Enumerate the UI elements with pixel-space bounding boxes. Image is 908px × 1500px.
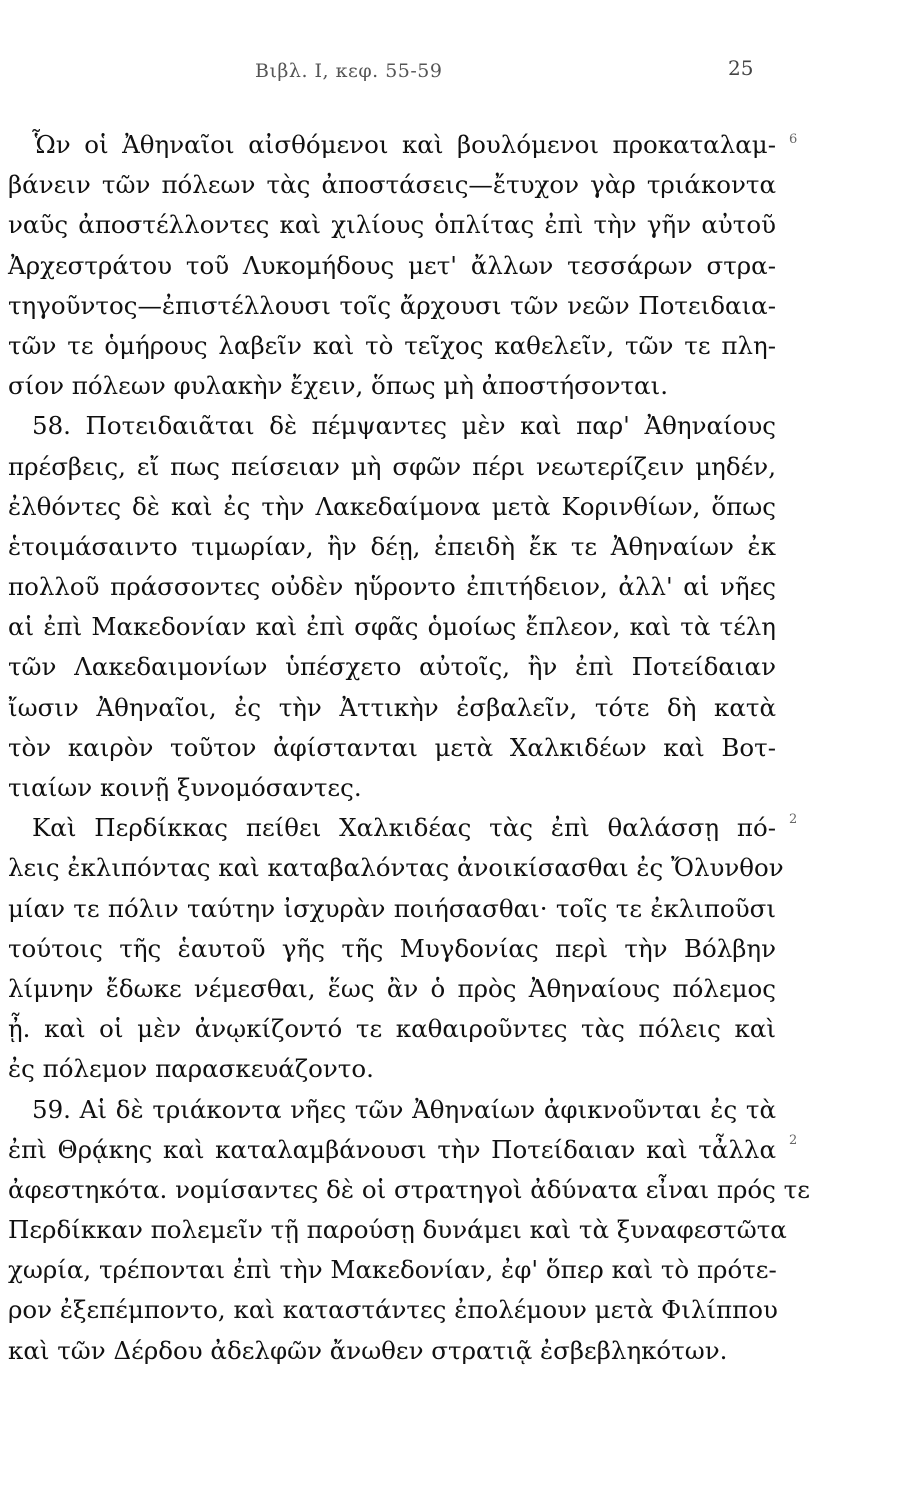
text-line: Ἀρχεστράτου τοῦ Λυκομήδους μετ' ἄλλων τεσσάρων στρα- bbox=[8, 250, 776, 280]
text-line: ἀφεστηκότα. νομίσαντες δὲ οἱ στρατηγοὶ ἀδύνατα εἶναι πρός τε bbox=[8, 1174, 810, 1204]
text-line: Περδίκκαν πολεμεῖν τῇ παρούσῃ δυνάμει καὶ τὰ ξυναφεστῶτα bbox=[8, 1215, 787, 1245]
text-line: τιαίων κοινῇ ξυνομόσαντες. bbox=[8, 773, 362, 802]
margin-note: 6 bbox=[789, 132, 798, 147]
text-line: 59. Αἱ δὲ τριάκοντα νῆες τῶν Ἀθηναίων ἀφικνοῦνται ἐς τὰ bbox=[32, 1094, 776, 1124]
text-line: λίμνην ἔδωκε νέμεσθαι, ἕως ἂν ὁ πρὸς Ἀθηναίους πόλεμος bbox=[8, 973, 776, 1003]
text-line: ἐπὶ Θρᾴκης καὶ καταλαμβάνουσι τὴν Ποτείδαιαν καὶ τἆλλα bbox=[8, 1134, 776, 1164]
text-line: τούτοις τῆς ἑαυτοῦ γῆς τῆς Μυγδονίας περὶ τὴν Βόλβην bbox=[8, 933, 776, 963]
text-line: λεις ἐκλιπόντας καὶ καταβαλόντας ἀνοικίσασθαι ἐς Ὄλυνθον bbox=[8, 853, 784, 883]
text-line: ρον ἐξεπέμποντο, καὶ καταστάντες ἐπολέμουν μετὰ Φιλίππου bbox=[8, 1295, 778, 1325]
text-line: ᾖ. καὶ οἱ μὲν ἀνῳκίζοντό τε καθαιροῦντες τὰς πόλεις καὶ bbox=[8, 1014, 776, 1044]
text-line: ἐλθόντες δὲ καὶ ἐς τὴν Λακεδαίμονα μετὰ Κορινθίων, ὅπως bbox=[8, 491, 776, 521]
margin-note: 2 bbox=[789, 812, 798, 827]
text-line: Ὧν οἱ Ἀθηναῖοι αἰσθόμενοι καὶ βουλόμενοι προκαταλαμ- bbox=[32, 130, 776, 159]
text-line: Καὶ Περδίκκας πείθει Χαλκιδέας τὰς ἐπὶ θαλάσσῃ πό- bbox=[32, 813, 776, 843]
text-line: τῶν τε ὁμήρους λαβεῖν καὶ τὸ τεῖχος καθελεῖν, τῶν τε πλη- bbox=[8, 330, 776, 360]
text-block bbox=[0, 125, 810, 1371]
text-line: τὸν καιρὸν τοῦτον ἀφίστανται μετὰ Χαλκιδέων καὶ Βοτ- bbox=[8, 732, 776, 762]
text-line: τηγοῦντος—ἐπιστέλλουσι τοῖς ἄρχουσι τῶν νεῶν Ποτειδαια- bbox=[8, 290, 776, 320]
text-line: σίον πόλεων φυλακὴν ἔχειν, ὅπως μὴ ἀποστήσονται. bbox=[8, 371, 668, 401]
text-line: 58. Ποτειδαιᾶται δὲ πέμψαντες μὲν καὶ παρ' Ἀθηναίους bbox=[32, 411, 776, 441]
text-line: ἑτοιμάσαιντο τιμωρίαν, ἢν δέῃ, ἐπειδὴ ἔκ τε Ἀθηναίων ἐκ bbox=[8, 531, 776, 561]
text-line: καὶ τῶν Δέρδου ἀδελφῶν ἄνωθεν στρατιᾷ ἐσβεβληκότων. bbox=[8, 1335, 728, 1365]
text-line: βάνειν τῶν πόλεων τὰς ἀποστάσεις—ἔτυχον γὰρ τριάκοντα bbox=[8, 170, 776, 200]
text-line: ἴωσιν Ἀθηναῖοι, ἐς τὴν Ἀττικὴν ἐσβαλεῖν, τότε δὴ κατὰ bbox=[8, 692, 776, 722]
text-line: πολλοῦ πράσσοντες οὐδὲν ηὕροντο ἐπιτήδειον, ἀλλ' αἱ νῆες bbox=[8, 572, 776, 602]
text-line: πρέσβεις, εἴ πως πείσειαν μὴ σφῶν πέρι νεωτερίζειν μηδέν, bbox=[8, 451, 776, 481]
text-line: ναῦς ἀποστέλλοντες καὶ χιλίους ὁπλίτας ἐπὶ τὴν γῆν αὐτοῦ bbox=[8, 210, 776, 240]
text-line: τῶν Λακεδαιμονίων ὑπέσχετο αὐτοῖς, ἢν ἐπὶ Ποτείδαιαν bbox=[8, 652, 776, 682]
text-line: χωρία, τρέπονται ἐπὶ τὴν Μακεδονίαν, ἐφ' ὅπερ καὶ τὸ πρότε- bbox=[8, 1255, 777, 1285]
text-line: αἱ ἐπὶ Μακεδονίαν καὶ ἐπὶ σφᾶς ὁμοίως ἔπλεον, καὶ τὰ τέλη bbox=[8, 612, 776, 642]
margin-note: 2 bbox=[789, 1133, 798, 1148]
text-line: μίαν τε πόλιν ταύτην ἰσχυρὰν ποιήσασθαι· τοῖς τε ἐκλιποῦσι bbox=[8, 893, 776, 923]
running-head: Βιβλ. Ι, κεφ. 55-59 bbox=[255, 60, 443, 82]
page-number: 25 bbox=[728, 56, 754, 80]
text-line: ἐς πόλεμον παρασκευάζοντο. bbox=[8, 1054, 374, 1084]
